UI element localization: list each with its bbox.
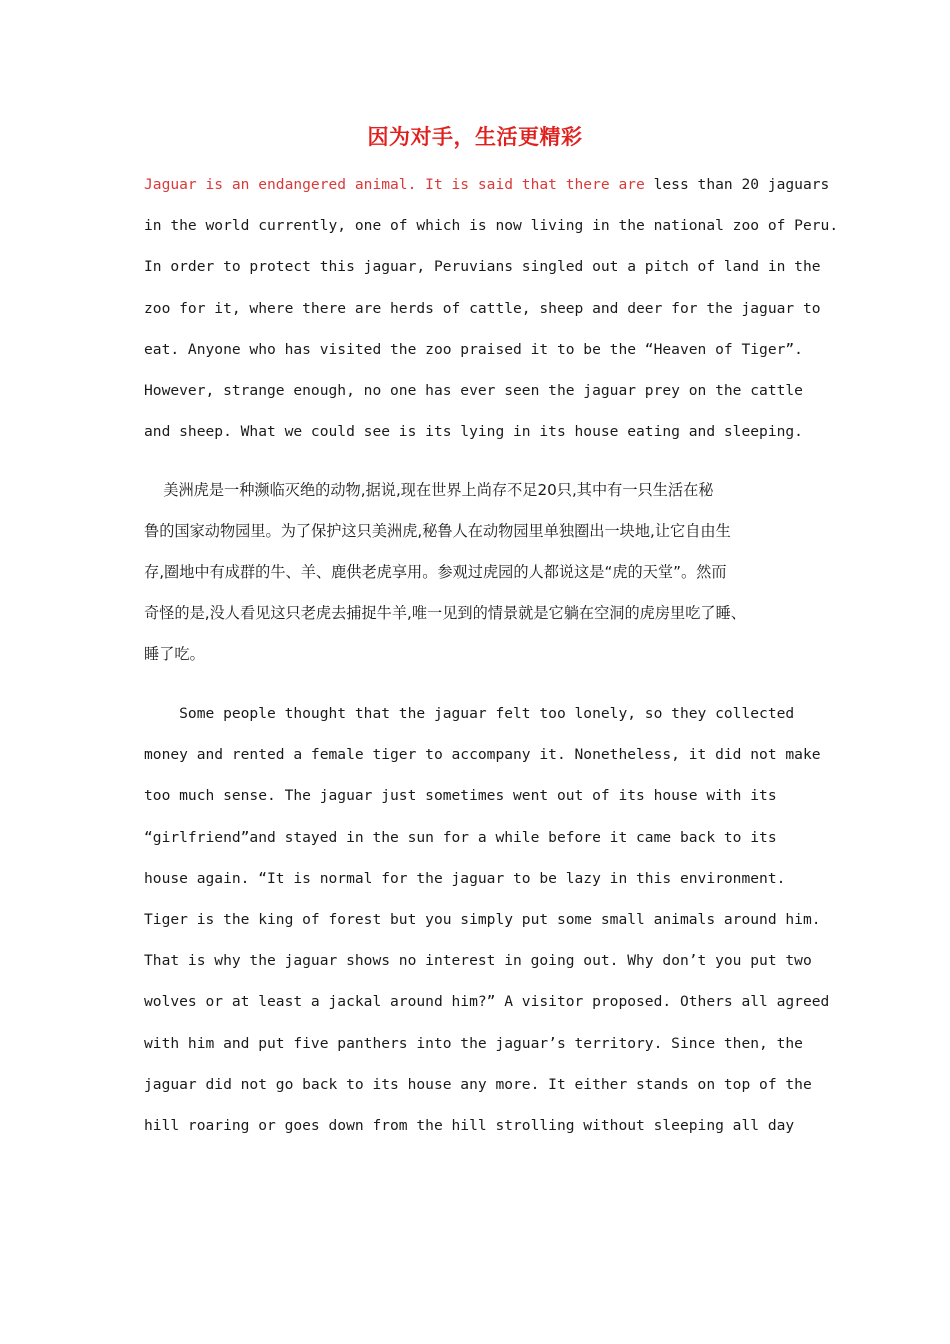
text-line: in the world currently, one of which is now living in the national zoo of Peru. <box>144 217 839 235</box>
text-line <box>144 175 830 216</box>
text-line: hill roaring or goes down from the hill strolling without sleeping all day <box>144 1116 795 1134</box>
highlighted-text: Jaguar is an endangered animal. It is said that there are <box>144 176 645 193</box>
text-line: Tiger is the king of forest but you simply put some small animals around him. <box>144 910 821 928</box>
text-line: too much sense. The jaguar just sometimes went out of its house with its <box>144 787 777 805</box>
text-line: 存,圈地中有成群的牛、羊、鹿供老虎享用。参观过虎园的人都说这是“虎的天堂”。然而 <box>144 563 727 581</box>
text-line: house again. “It is normal for the jaguar to be lazy in this environment. <box>144 869 786 887</box>
text-line: In order to protect this jaguar, Peruvians singled out a pitch of land in the <box>144 258 821 276</box>
text-line: jaguar did not go back to its house any more. It either stands on top of the <box>144 1075 812 1093</box>
document-title: 因为对手，生活更精彩 <box>367 124 583 149</box>
text-line: 睡了吃。 <box>144 645 205 663</box>
text-line: That is why the jaguar shows no interest in going out. Why don’t you put two <box>144 952 812 970</box>
text-line: Some people thought that the jaguar felt too lonely, so they collected <box>144 705 795 722</box>
text-line: money and rented a female tiger to accompany it. Nonetheless, it did not make <box>144 746 821 764</box>
text-line: 奇怪的是,没人看见这只老虎去捕捉牛羊,唯一见到的情景就是它躺在空洞的虎房里吃了睡、 <box>144 604 746 622</box>
text-line: zoo for it, where there are herds of cattle, sheep and deer for the jaguar to <box>144 299 821 317</box>
text-line: and sheep. What we could see is its lying in its house eating and sleeping. <box>144 423 803 441</box>
text-line: with him and put five panthers into the jaguar’s territory. Since then, the <box>144 1034 803 1052</box>
paragraph-chinese <box>144 478 814 683</box>
text-line: wolves or at least a jackal around him?” A visitor proposed. Others all agreed <box>144 993 830 1011</box>
paragraph-english-intro <box>144 175 839 463</box>
line-text: less than 20 jaguars <box>644 176 830 193</box>
paragraph-english-continued <box>144 704 830 1157</box>
text-line: However, strange enough, no one has ever seen the jaguar prey on the cattle <box>144 381 803 399</box>
text-line: 美洲虎是一种濒临灭绝的动物,据说,现在世界上尚存不足20只,其中有一只生活在秘 <box>144 481 714 499</box>
text-line: “girlfriend”and stayed in the sun for a while before it came back to its <box>144 828 777 846</box>
text-line: eat. Anyone who has visited the zoo praised it to be the “Heaven of Tiger”. <box>144 340 803 358</box>
text-line: 鲁的国家动物园里。为了保护这只美洲虎,秘鲁人在动物园里单独圈出一块地,让它自由生 <box>144 522 731 540</box>
